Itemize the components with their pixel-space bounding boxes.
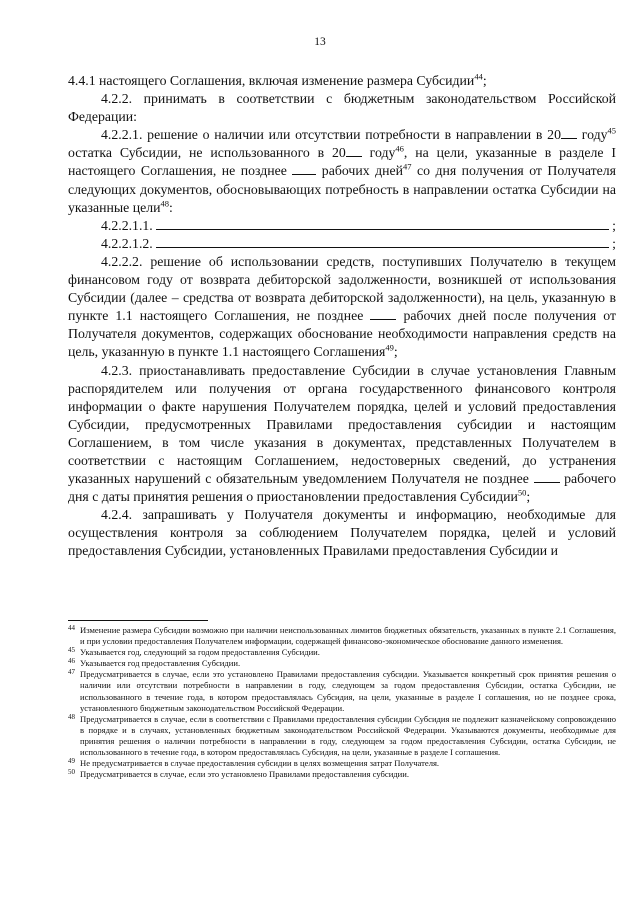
- paragraph-4-2-2-2: 4.2.2.2. решение об использовании средств, поступивших Получателю в текущем финансовом году от возврата дебиторской задолженности, возникшей от использования Субсидии (далее – средства от возврата дебиторской задолженности), на цель, указанную в пункте 1.1 настоящего Соглашения, не позднее рабочих дней после получения от Получателя документов, содержащих обоснование необходимости направления средств на цель, указанную в пункте 1.1 настоящего Соглашения$^{49}$;: [68, 253, 616, 360]
- footnote-48: 48 Предусматривается в случае, если в соответствии с Правилами предоставления субсидии Субсидия не подлежит казначейскому сопровождению в порядке и в случаях, установленных бюджетным законодательством Российской Федерации. Указываются документы, необходимые для принятия решения о наличии потребности в направлении в году, следующем за годом предоставления Субсидии, остатка Субсидии, не использованного в течение года, в котором предоставлялась Субсидия, на цели, указанные в разделе I соглашения.: [68, 712, 616, 758]
- footnote-ref-46[interactable]: 46: [395, 143, 404, 154]
- year-blank: [561, 126, 577, 139]
- document-body: [68, 72, 616, 561]
- footnote-ref-47[interactable]: 47: [402, 161, 412, 172]
- footnote-ref-49[interactable]: 49: [385, 342, 394, 353]
- footnote-ref-48[interactable]: 48: [160, 198, 169, 209]
- paragraph-4-2-2-1: 4.2.2.1. решение о наличии или отсутствии потребности в направлении в 20 году$^{45}$ остатка Субсидии, не использованного в 20 году$^{46}$, на цели, указанные в разделе I настоящего Соглашения, не позднее рабочих дней$^{47}$ со дня получения от Получателя следующих документов, обосновывающих потребность в направлении остатка Субсидии на указанные цели$^{48}$:: [68, 125, 617, 215]
- footnote-ref-44[interactable]: 44: [474, 71, 483, 82]
- paragraph-4-2-4: 4.2.4. запрашивать у Получателя документы и информацию, необходимые для осуществления контроля за соблюдением Получателем порядка, целей и условий предоставления Субсидии, установленных Правилами предоставления Субсидии и: [68, 507, 616, 559]
- days-blank: [370, 307, 396, 320]
- days-blank: [292, 162, 316, 175]
- footnote-49: 49 Не предусматривается в случае предоставления субсидии в целях возмещения затрат Получателя.: [68, 757, 440, 769]
- footnote-47: 47 Предусматривается в случае, если это установлено Правилами предоставления субсидии. Указывается конкретный срок принятия решения о наличии или отсутствии потребности в направлении в году, следующем за годом предоставления Субсидии, остатка Субсидии, не использованного в течение года, в котором предоставлялась Субсидия, на цели, указанные в разделе I соглашения, но не позднее срока, установленного бюджетным законодательством Российской Федерации.: [68, 668, 616, 713]
- footnote-50: 50 Предусматривается в случае, если это установлено Правилами предоставления субсидии.: [68, 768, 410, 780]
- fill-in-line: [156, 235, 609, 248]
- year-blank: [346, 144, 362, 157]
- footnote-46: 46 Указывается год предоставления Субсидии.: [68, 657, 241, 669]
- footnote-45: 45 Указывается год, следующий за годом предоставления Субсидии.: [68, 646, 320, 658]
- days-blank: [534, 470, 560, 483]
- paragraph-4-2-3: 4.2.3. приостанавливать предоставление Субсидии в случае установления Главным распорядителем или получения от органа государственного финансового контроля информации о факте нарушения Получателем порядка, целей и условий предоставления Субсидии, предусмотренных Правилами предоставления субсидии и настоящим Соглашением, в том числе указания в документах, представленных Получателем в соответствии с настоящим Соглашением, недостоверных сведений, до устранения указанных нарушений с обязательным уведомлением Получателя не позднее рабочего дня с даты принятия решения о приостановлении предоставления Субсидии$^{50}$;: [68, 362, 616, 505]
- list-item-4-2-2-1-2: 4.2.2.1.2. ;: [101, 235, 616, 251]
- paragraph-4-2-2: 4.2.2. принимать в соответствии с бюджетным законодательством Российской Федерации:: [68, 91, 616, 125]
- footnotes: [68, 625, 616, 780]
- page-number: 13: [314, 36, 326, 48]
- footnote-ref-45[interactable]: 45: [607, 125, 617, 136]
- footnote-ref-50[interactable]: 50: [517, 487, 527, 498]
- footnote-44: 44 Изменение размера Субсидии возможно при наличии неиспользованных лимитов бюджетных обязательств, указанных в пункте 2.1 Соглашения, и при условии предоставления Получателем информации, содержащей финансово-экономическое обоснование данного изменения.: [68, 624, 616, 647]
- footnote-separator: [68, 620, 208, 621]
- list-item-4-2-2-1-1: 4.2.2.1.1. ;: [101, 217, 616, 233]
- paragraph-4-4-1-continuation: 4.4.1 настоящего Соглашения, включая изменение размера Субсидии$^{44}$;: [68, 71, 487, 88]
- fill-in-line: [156, 217, 609, 230]
